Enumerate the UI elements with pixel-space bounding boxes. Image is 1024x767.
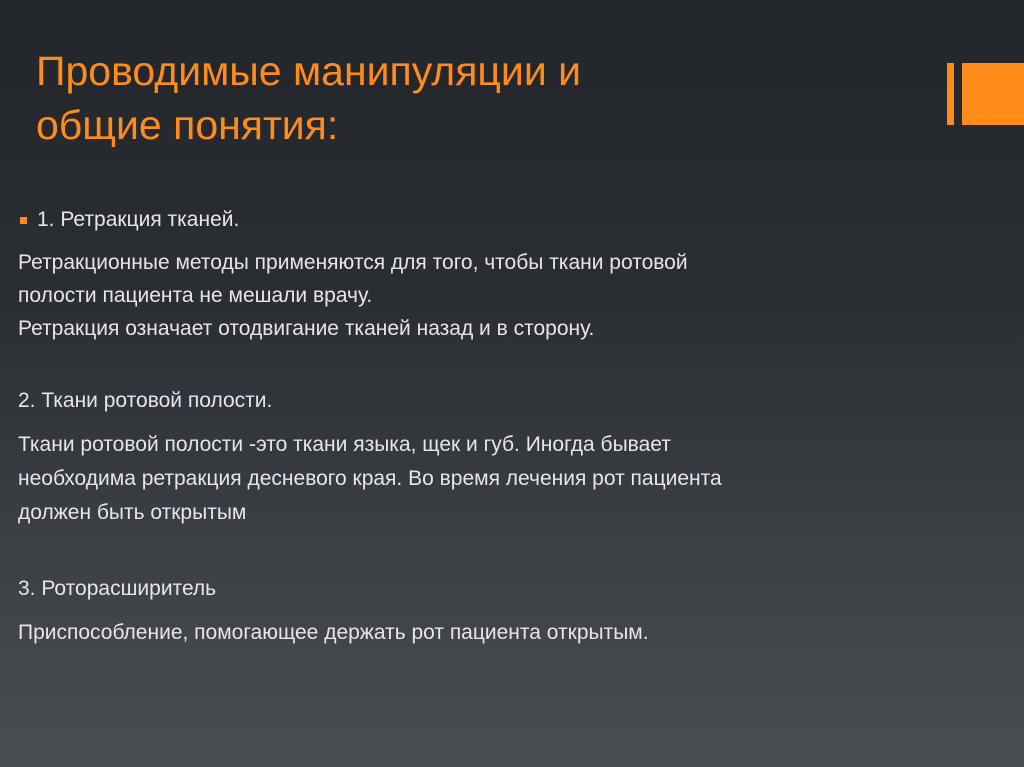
accent-bar-wide xyxy=(962,63,1024,125)
section-2-heading: 2. Ткани ротовой полости. xyxy=(18,389,273,412)
section-1-line-2: полости пациента не мешали врачу. xyxy=(18,284,373,307)
section-2-line-1: Ткани ротовой полости -это ткани языка, щек и губ. Иногда бывает xyxy=(18,433,671,456)
section-1-heading xyxy=(18,204,1008,236)
section-1-line-1: Ретракционные методы применяются для того, чтобы ткани ротовой xyxy=(18,251,688,274)
section-2-text xyxy=(18,428,1008,530)
slide-body xyxy=(18,204,1008,650)
section-1-text xyxy=(18,246,1008,346)
section-3-line-1: Приспособление, помогающее держать рот пациента открытым. xyxy=(18,621,649,644)
section-3-text xyxy=(18,616,1008,650)
section-1-line-3: Ретракция означает отодвигание тканей назад и в сторону. xyxy=(18,317,595,340)
slide-title-line-1: Проводимые манипуляции и xyxy=(36,48,582,94)
section-2-line-3: должен быть открытым xyxy=(18,501,247,524)
section-3-heading: 3. Роторасширитель xyxy=(18,577,217,600)
section-2-line-2: необходима ретракция десневого края. Во время лечения рот пациента xyxy=(18,467,722,490)
slide-title xyxy=(36,44,896,152)
slide-title-line-2: общие понятия: xyxy=(36,102,339,148)
accent-bar-thin xyxy=(947,63,954,125)
section-1-heading-text: 1. Ретракция тканей. xyxy=(37,208,240,231)
square-bullet-icon xyxy=(20,217,27,224)
